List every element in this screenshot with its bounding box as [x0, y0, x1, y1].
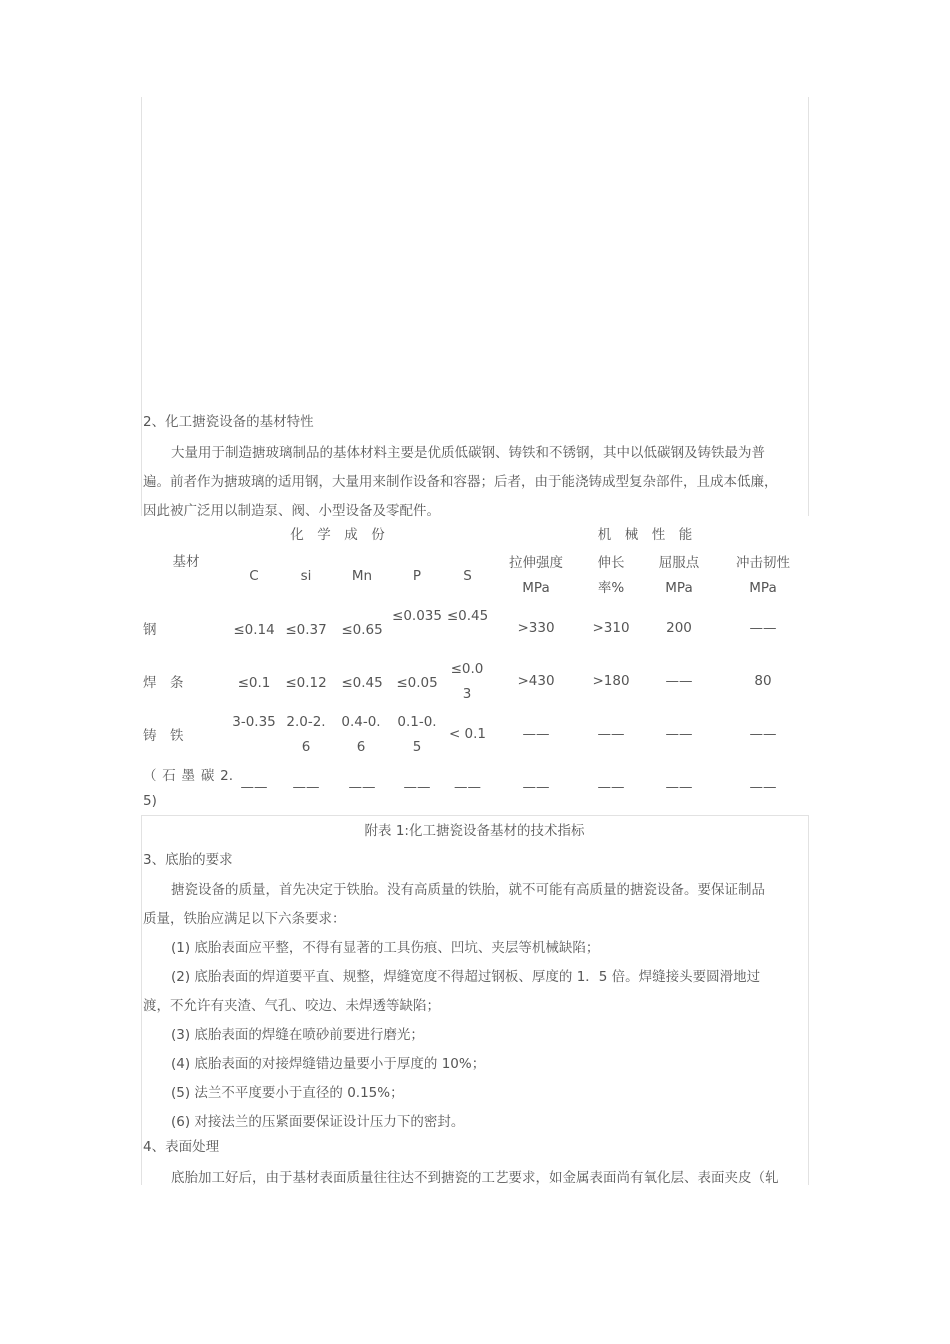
col-header-tensile-l2: MPa: [522, 580, 550, 596]
cell: ——: [522, 779, 550, 795]
col-header-c: C: [249, 568, 259, 584]
col-header-impact-l1: 冲击韧性: [736, 555, 790, 571]
col-header-elong-l1: 伸长: [597, 555, 625, 571]
col-header-impact: [724, 551, 802, 601]
cell: ≤0.45: [341, 675, 383, 691]
row-label: 钢: [143, 622, 157, 638]
frame-right-bottom: [808, 815, 809, 1185]
frame-divider: [141, 815, 809, 816]
cell: ≤0.45: [446, 608, 489, 624]
list-item: (2) 底胎表面的焊道要平直、规整，焊缝宽度不得超过钢板、厚度的 1．5 倍。焊缝接头要圆滑地过: [171, 969, 761, 985]
col-header-elong: [583, 551, 639, 601]
cell: ——: [749, 726, 777, 742]
cell: ≤0.65: [341, 622, 383, 638]
group-header-chem: 化 学 成 份: [290, 527, 385, 543]
frame-left-bottom: [141, 815, 142, 1185]
section2-line-1: 大量用于制造搪玻璃制品的基体材料主要是优质低碳钢、铸铁和不锈钢，其中以低碳钢及铸铁最为普: [171, 445, 765, 461]
col-header-yield: [648, 551, 710, 601]
cell: ——: [522, 726, 550, 742]
cell: ——: [403, 779, 431, 795]
cell: ≤0.12: [285, 675, 327, 691]
section3-heading: 3、底胎的要求: [143, 852, 233, 868]
list-item-cont: 渡，不允许有夹渣、气孔、咬边、未焊透等缺陷；: [143, 998, 440, 1014]
list-item: (4) 底胎表面的对接焊缝错边量要小于厚度的 10%；: [171, 1056, 486, 1072]
section2-paragraph: [143, 439, 808, 468]
section4-line-1: 底胎加工好后，由于基材表面质量往往达不到搪瓷的工艺要求，如金属表面尚有氧化层、表面夹皮（轧: [171, 1170, 779, 1186]
section3-paragraph: [143, 876, 808, 934]
cell: 200: [666, 620, 692, 636]
frame-right-top: [808, 97, 809, 516]
col-header-s: S: [463, 568, 472, 584]
row-label: （ 石 墨 碳 2.5): [143, 768, 233, 809]
row-label: 铸 铁: [143, 728, 184, 744]
cell: ≤0.05: [396, 675, 438, 691]
table-caption: 附表 1:化工搪瓷设备基材的技术指标: [364, 823, 585, 839]
cell: ——: [292, 779, 320, 795]
section2-line-2: 遍。前者作为搪玻璃的适用钢，大量用来制作设备和容器；后者，由于能浇铸成型复杂部件，且成本低廉，: [143, 474, 778, 490]
cell: >330: [517, 620, 555, 636]
cell: ——: [597, 726, 625, 742]
col-header-p: P: [412, 568, 422, 584]
col-header-yield-l2: MPa: [665, 580, 693, 596]
row-label: 焊 条: [143, 675, 184, 691]
col-header-elong-l2: 率%: [597, 580, 625, 596]
section2-line-3: 因此被广泛用以制造泵、阀、小型设备及零配件。: [143, 503, 440, 519]
cell: >180: [592, 673, 630, 689]
cell: ——: [665, 726, 693, 742]
cell: 3-0.35: [232, 714, 276, 730]
col-header-tensile-l1: 拉伸强度: [509, 555, 563, 571]
col-header-base: 基材: [172, 554, 200, 570]
cell: >310: [592, 620, 630, 636]
cell: ——: [665, 779, 693, 795]
col-header-tensile: [498, 551, 574, 601]
section4-paragraph: [143, 1164, 808, 1193]
cell: ≤0.03: [450, 661, 484, 702]
cell: 0.1-0.5: [397, 714, 437, 755]
frame-left-top: [141, 97, 142, 516]
section2-paragraph-cont: [143, 468, 808, 526]
col-header-yield-l1: 屈服点: [658, 555, 700, 571]
section2-heading: 2、化工搪瓷设备的基材特性: [143, 414, 314, 430]
cell: 2.0-2.6: [286, 714, 326, 755]
cell: < 0.1: [448, 726, 487, 742]
section4-heading: 4、表面处理: [143, 1139, 220, 1155]
cell: ≤0.37: [285, 622, 327, 638]
list-item: (3) 底胎表面的焊缝在喷砂前要进行磨光；: [171, 1027, 424, 1043]
cell: ≤0.14: [233, 622, 275, 638]
cell: ——: [749, 779, 777, 795]
cell: ——: [749, 620, 777, 636]
cell: >430: [517, 673, 555, 689]
list-item: (1) 底胎表面应平整，不得有显著的工具伤痕、凹坑、夹层等机械缺陷；: [171, 940, 600, 956]
cell: ≤0.1: [237, 675, 271, 691]
cell: ≤0.035: [392, 608, 442, 624]
section3-line-1: 搪瓷设备的质量，首先决定于铁胎。没有高质量的铁胎，就不可能有高质量的搪瓷设备。要保证制品: [171, 882, 765, 898]
col-header-mn: Mn: [351, 568, 373, 584]
requirements-list: [143, 934, 808, 1137]
section3-line-2: 质量，铁胎应满足以下六条要求：: [143, 911, 346, 927]
col-header-impact-l2: MPa: [749, 580, 777, 596]
cell: ——: [348, 779, 376, 795]
col-header-si: si: [300, 568, 312, 584]
list-item: (6) 对接法兰的压紧面要保证设计压力下的密封。: [171, 1114, 465, 1130]
list-item: (5) 法兰不平度要小于直径的 0.15%；: [171, 1085, 404, 1101]
group-header-mech: 机 械 性 能: [597, 527, 693, 543]
cell: 0.4-0.6: [341, 714, 381, 755]
cell: ——: [665, 673, 693, 689]
cell: ——: [240, 779, 268, 795]
cell: ——: [454, 779, 481, 795]
cell: 80: [754, 673, 772, 689]
cell: ——: [597, 779, 625, 795]
